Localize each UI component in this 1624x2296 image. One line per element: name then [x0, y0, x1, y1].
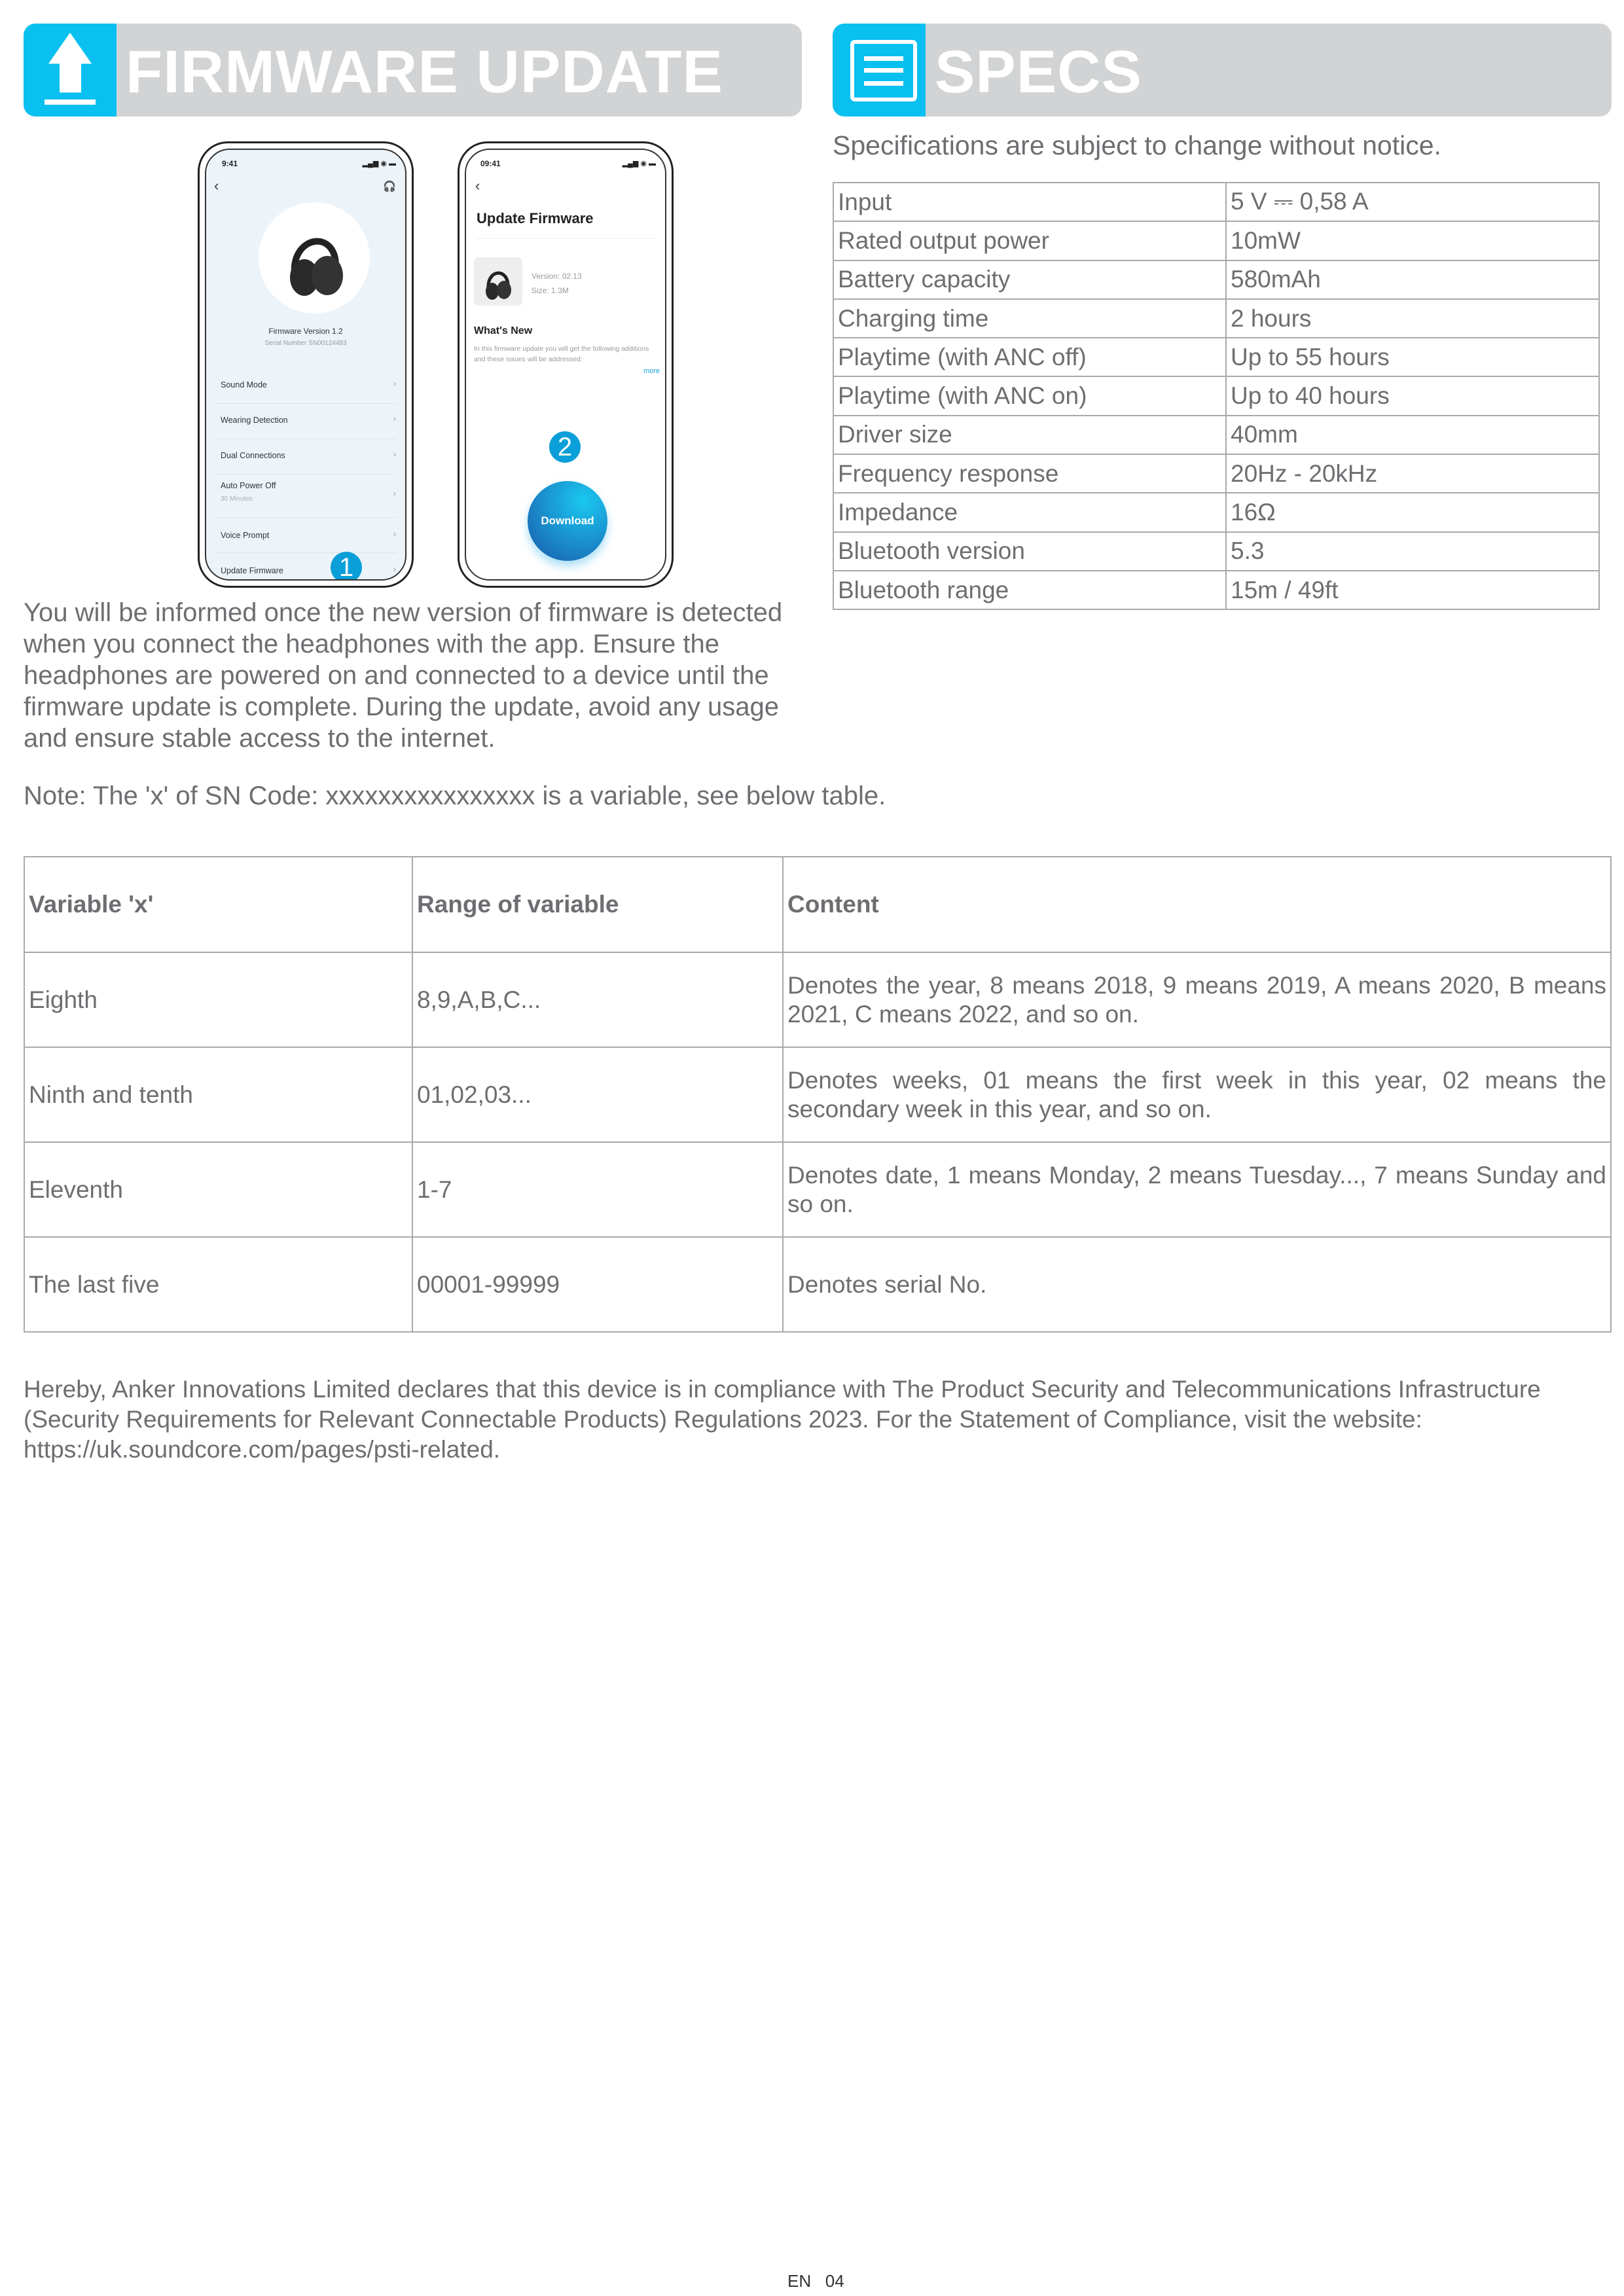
spec-row — [833, 338, 1599, 376]
page-number: 04 — [825, 2271, 844, 2291]
spec-label: Bluetooth range — [833, 571, 1226, 609]
range-cell: 1-7 — [412, 1142, 783, 1237]
spec-value: 5.3 — [1226, 532, 1599, 571]
firmware-description: You will be informed once the new version of firmware is detected when you connect the headphones with the app. Ensure the headphones are powered on and connected to a device until the firmware update is complete. During the update, avoid any usage and ensure stable access to the internet. — [24, 598, 783, 753]
phone-device-settings — [198, 141, 414, 588]
variable-cell: Eighth — [24, 952, 412, 1047]
headphone-thumbnail — [474, 257, 522, 306]
spec-label: Battery capacity — [833, 260, 1226, 299]
menu-auto-power-off[interactable] — [214, 475, 396, 518]
version-text: Version: 02.13 — [532, 272, 582, 281]
range-cell: 8,9,A,B,C... — [412, 952, 783, 1047]
content-cell: Denotes the year, 8 means 2018, 9 means 2019, A means 2020, B means 2021, C means 2022, and so on. — [783, 952, 1611, 1047]
spec-label: Bluetooth version — [833, 532, 1226, 571]
spec-value: 16Ω — [1226, 493, 1599, 531]
table-row — [24, 1047, 1611, 1142]
serial-number: Serial Number SN00124483 — [264, 340, 347, 347]
chevron-right-icon: › — [393, 565, 396, 574]
spec-value: 15m / 49ft — [1226, 571, 1599, 609]
whats-new-heading: What's New — [474, 325, 533, 336]
spec-row — [833, 299, 1599, 338]
item-label: Sound Mode — [221, 380, 267, 389]
spec-value: 20Hz - 20kHz — [1226, 454, 1599, 493]
header-range: Range of variable — [412, 857, 783, 952]
spec-row — [833, 376, 1599, 415]
spec-label: Charging time — [833, 299, 1226, 338]
language-code: EN — [787, 2271, 812, 2291]
size-text: Size: 1.3M — [532, 286, 569, 295]
spec-row — [833, 183, 1599, 221]
screen-title: Update Firmware — [477, 210, 594, 226]
more-link[interactable]: more — [643, 367, 660, 375]
upload-arrow-icon — [24, 24, 117, 117]
specs-table — [833, 182, 1600, 610]
spec-value: 5 V ⎓ 0,58 A — [1226, 183, 1599, 221]
header-content: Content — [783, 857, 1611, 952]
item-label: Wearing Detection — [221, 416, 288, 425]
spec-label: Driver size — [833, 416, 1226, 454]
whats-new-description: In this firmware update you will get the following additions and these issues will be addressed: — [474, 345, 649, 363]
spec-value: Up to 40 hours — [1226, 376, 1599, 415]
firmware-version: Firmware Version 1.2 — [268, 327, 343, 336]
spec-label: Playtime (with ANC on) — [833, 376, 1226, 415]
menu-wearing-detection[interactable] — [214, 404, 396, 439]
spec-row — [833, 493, 1599, 531]
variable-cell: Eleventh — [24, 1142, 412, 1237]
headphone-image — [259, 202, 370, 314]
range-cell: 01,02,03... — [412, 1047, 783, 1142]
specs-title: SPECS — [935, 39, 1142, 105]
spec-label: Impedance — [833, 493, 1226, 531]
spec-row — [833, 260, 1599, 299]
chevron-right-icon: › — [393, 529, 396, 539]
menu-update-firmware[interactable] — [214, 553, 396, 581]
spec-row — [833, 416, 1599, 454]
spec-value: 580mAh — [1226, 260, 1599, 299]
table-row — [24, 1237, 1611, 1332]
status-time: 09:41 — [480, 159, 501, 168]
headphone-icon[interactable]: 🎧 — [383, 181, 396, 192]
variable-cell: The last five — [24, 1237, 412, 1332]
specs-subtitle: Specifications are subject to change without notice. — [833, 130, 1441, 160]
item-label: Voice Prompt — [221, 531, 270, 540]
table-row — [24, 952, 1611, 1047]
status-time: 9:41 — [222, 159, 238, 168]
spec-value: 40mm — [1226, 416, 1599, 454]
menu-voice-prompt[interactable] — [214, 518, 396, 553]
chevron-right-icon: › — [393, 450, 396, 459]
divider — [477, 238, 656, 239]
spec-label: Playtime (with ANC off) — [833, 338, 1226, 376]
range-cell: 00001-99999 — [412, 1237, 783, 1332]
spec-label: Input — [833, 183, 1226, 221]
variable-cell: Ninth and tenth — [24, 1047, 412, 1142]
spec-row — [833, 532, 1599, 571]
step-badge-1: 1 — [331, 552, 362, 581]
menu-dual-connections[interactable] — [214, 439, 396, 475]
spec-label: Frequency response — [833, 454, 1226, 493]
spec-value: Up to 55 hours — [1226, 338, 1599, 376]
table-header-row — [24, 857, 1611, 952]
list-icon — [833, 24, 926, 117]
step-badge-2: 2 — [549, 431, 581, 463]
page-footer — [787, 2271, 844, 2291]
sn-note: Note: The 'x' of SN Code: xxxxxxxxxxxxxxxx is a variable, see below table. — [24, 781, 886, 810]
spec-row — [833, 454, 1599, 493]
item-sublabel: 30 Minutes — [221, 495, 253, 503]
status-icons: ▂▄▆ ◉ ▬ — [362, 160, 396, 168]
status-icons: ▂▄▆ ◉ ▬ — [622, 160, 656, 168]
spec-value: 2 hours — [1226, 299, 1599, 338]
chevron-right-icon: › — [393, 489, 396, 498]
spec-label: Rated output power — [833, 221, 1226, 260]
item-label: Dual Connections — [221, 451, 285, 460]
content-cell: Denotes serial No. — [783, 1237, 1611, 1332]
header-variable: Variable 'x' — [24, 857, 412, 952]
download-button[interactable]: Download — [528, 481, 607, 561]
content-cell: Denotes date, 1 means Monday, 2 means Tuesday..., 7 means Sunday and so on. — [783, 1142, 1611, 1237]
spec-row — [833, 221, 1599, 260]
specs-header — [833, 24, 1612, 117]
variable-table — [24, 856, 1612, 1333]
phone-update-firmware — [458, 141, 674, 588]
menu-sound-mode[interactable] — [214, 368, 396, 404]
back-icon[interactable]: ‹ — [214, 177, 219, 194]
item-label: Auto Power Off — [221, 481, 276, 490]
spec-row — [833, 571, 1599, 609]
chevron-right-icon: › — [393, 379, 396, 388]
compliance-statement: Hereby, Anker Innovations Limited declares that this device is in compliance with The Product Security and Telecommunications Infrastructure (Security Requirements for Relevant Connectable Products) Regulations 2023. For the Statement of Compliance, visit the website: https://uk.soundcore.com/pages/psti-related. — [24, 1376, 1541, 1463]
table-row — [24, 1142, 1611, 1237]
chevron-right-icon: › — [393, 414, 396, 423]
firmware-header — [24, 24, 802, 117]
back-icon[interactable]: ‹ — [475, 177, 480, 194]
content-cell: Denotes weeks, 01 means the first week in this year, 02 means the secondary week in this year, and so on. — [783, 1047, 1611, 1142]
item-label: Update Firmware — [221, 566, 283, 575]
spec-value: 10mW — [1226, 221, 1599, 260]
firmware-title: FIRMWARE UPDATE — [126, 39, 723, 105]
